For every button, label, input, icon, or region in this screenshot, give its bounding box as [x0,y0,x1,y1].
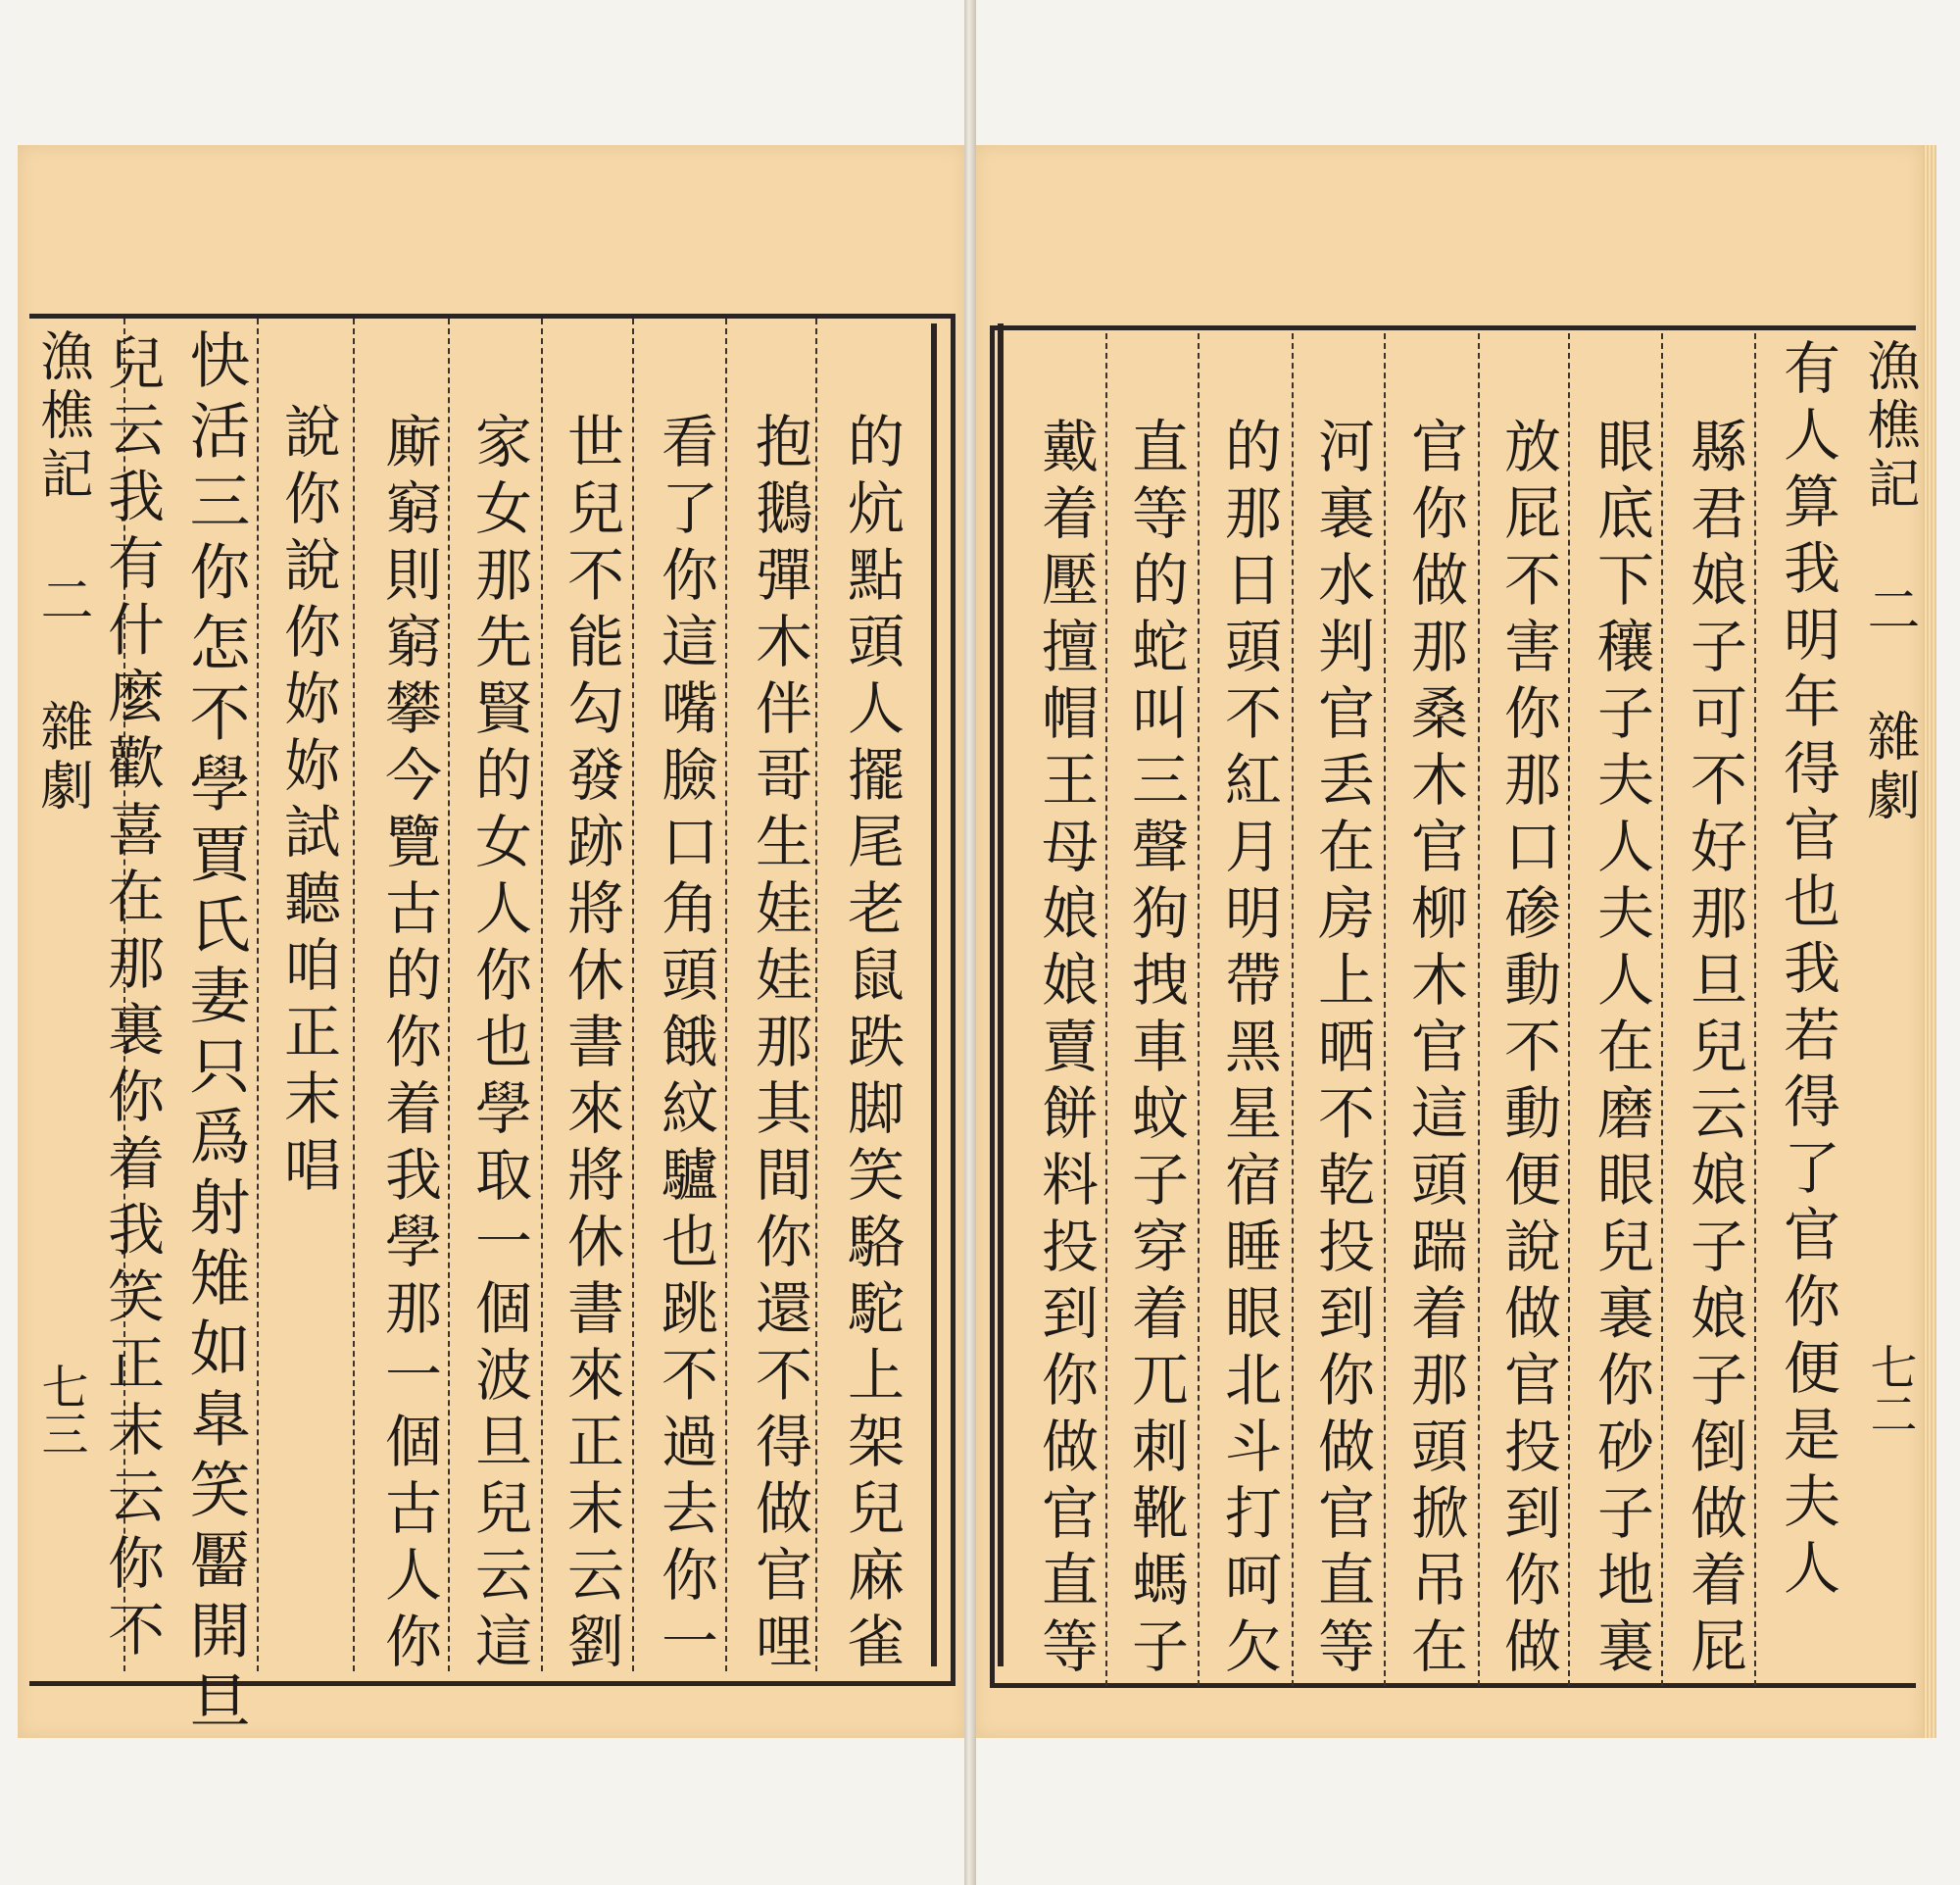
left-page-bottom-margin [18,1736,964,1885]
left-column-rule [257,319,259,1671]
left-page-number: 七三 [33,1363,88,1457]
left-page-top-margin [18,0,964,147]
right-page-bottom-margin [976,1736,1923,1885]
left-text-column-9: 兒云我有什麼歡喜在那裏你着我笑正末云你不 [98,333,165,1666]
right-page-top-margin [976,0,1923,147]
right-text-column-4: 放屁不害你那口碜動不動便說做官投到你做 [1494,417,1561,1683]
left-text-column-8: 快活三你怎不學賈氏妻只爲射雉如臯笑靨開旦 [179,328,251,1740]
right-margin-title: 漁樵記 二 雜劇 [1859,338,1921,826]
left-text-column-1: 的炕點頭人擺尾老鼠跌脚笑駱駝上架兒麻雀 [838,412,905,1678]
left-frame-inner-line [931,323,937,1666]
right-text-column-5: 官你做那桑木官柳木官這頭踹着那頭掀吊在 [1401,417,1468,1683]
left-text-column-6: 廝窮則窮攀今覽古的你着我學那一個古人你 [375,412,442,1678]
left-text-column-4: 世兒不能勾發跡將休書來將休書來正末云劉 [558,412,624,1678]
left-column-rule [815,319,817,1671]
right-text-column-3: 眼底下穰子夫人夫人在磨眼兒裏你砂子地裏 [1588,417,1654,1683]
right-page-number: 七二 [1862,1343,1917,1437]
right-text-column-7: 的那日頭不紅月明帶黑星宿睡眼北斗打呵欠 [1215,417,1282,1683]
left-column-rule [541,319,543,1671]
left-text-column-2: 抱鵝彈木伴哥生娃娃那其間你還不得做官哩 [746,412,812,1678]
left-text-column-5: 家女那先賢的女人你也學取一個波旦兒云這 [466,412,532,1678]
right-frame-inner-line [998,323,1004,1666]
left-text-column-3: 看了你這嘴臉口角頭餓紋驢也跳不過去你一 [652,412,718,1678]
left-margin-title: 漁樵記 二 雜劇 [32,328,94,817]
right-text-column-8: 直等的蛇叫三聲狗拽車蚊子穿着兀刺靴螞子 [1122,417,1189,1683]
right-text-column-1: 有人算我明年得官也我若得了官你便是夫人 [1774,338,1840,1605]
book-gutter [964,0,976,1885]
left-column-rule [448,319,450,1671]
left-text-column-7: 說你說你妳妳試聽咱正末唱 [274,402,341,1202]
right-text-column-9: 戴着壓擅帽王母娘娘賣餅料投到你做官直等 [1032,417,1099,1683]
right-column-rule [1478,333,1480,1686]
right-column-rule [1198,333,1200,1686]
left-column-rule [632,319,634,1671]
right-column-rule [1105,333,1107,1686]
right-column-rule [1292,333,1294,1686]
right-text-column-2: 縣君娘子可不好那旦兒云娘子娘子倒做着屁 [1681,417,1747,1683]
left-column-rule [353,319,355,1671]
right-column-rule [1661,333,1663,1686]
left-column-rule [725,319,727,1671]
right-column-rule [1384,333,1386,1686]
right-column-rule [1568,333,1570,1686]
right-column-rule [1754,333,1756,1686]
right-text-column-6: 河裏水判官丢在房上晒不乾投到你做官直等 [1308,417,1375,1683]
